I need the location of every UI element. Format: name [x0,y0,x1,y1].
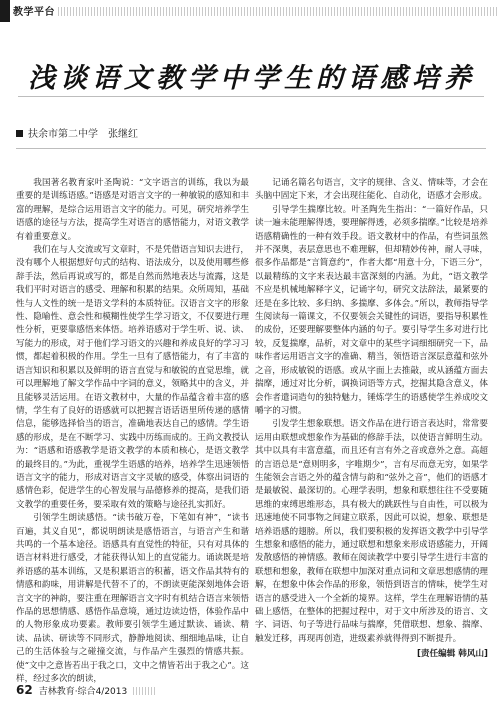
title-divider [18,96,484,97]
footer-decorative-stripes [133,687,155,695]
square-bullet-icon [16,130,23,137]
header-decorative-stripes [58,7,498,16]
author-text: 扶余市第二中学 张继红 [28,129,138,140]
paragraph: 我们在与人交流或写文章时，不是凭借语言知识去进行，没有哪个人根据想好句式的结构、语法成分，以及使用哪些修辞手法，然后再说或写的，都是自然而然地表达与流露，这是我们平时对语言的感受、理解和积累的结果。众所周知，基础性与人文性的统一是语文学科的本质特征。汉语言文字的形象性、隐喻性、意会性和模糊性使学生学习语文，不仅要进行理性分析，更要靠感悟来体悟。培养语感对于学生听、说、读、写能力的形成，对于他们学习语文的兴趣和养成良好的学习习惯，都起着积极的作用。学生一旦有了感悟能力，有了丰富的语言知识和积累以及鲜明的语言直觉与和敏锐的直觉思维，就可以理解地了解文学作品中字词的意义，领略其中的含义，并且能够灵活运用。在语文教材中，大量的作品蕴含着丰富的感情，学生有了良好的语感就可以把握言语话语里所传递的感情信息，能够选择恰当的语言，准确地表达自己的感情。学生语感的形成，是在不断学习、实践中历练而成的。王尚文教授认为：“语感和语感教学是语文教学的本质和核心，是语文教学的最终目的。”为此，重视学生语感的培养，培养学生迅速领悟语言文字的能力，形成对语言文字灵敏的感受，体察出词语的感情色彩，促进学生的心智发展与品德修养的提高，是我们语文教学的重要任务，要采取有效的策略与途径扎实抓好。 [16,245,249,510]
page-header [0,0,504,22]
page-number: 62 [16,683,33,697]
right-text-column [255,177,488,662]
header-black-tab [0,0,10,22]
paragraph: 引导学生揣摩比较。叶圣陶先生指出：“一篇好作品，只读一遍未能理解得透，要理解得透，必须多揣摩。”比较是培养语感精确性的一种有效手段。语文教材中的作品，有些词虽然并不深奥，表层意思也不难理解，但却精妙传神，耐人寻味，很多作品都是“言简意约”，作者大都“用意十分，下语三分”，以最精练的文字来表达最丰富深刻的内涵。为此，“语文教学不应是机械地解释字义，记诵字句，研究文法辞法，最紧要的还是在多比较、多归纳、多揣摩、多体会。”所以，教师指导学生阅读每一篇课文，不仅要领会关键性的词语，要指导积累性的成份，还要理解要整体内涵的句子。要引导学生多对进行比较，反复揣摩，品析，对文章中的某些字词细细研究一下，品味作者运用语言文字的准确、精当，领悟语言深层意蕴和弦外之音，形成敏锐的语感。或从字面上去推敲，或从涵蕴方面去揣摩，通过对比分析，调换词语等方式，挖掘其隐含意义，体会作者遣词造句的独特魅力，锤炼学生的语感使学生养成咬文嚼字的习惯。 [255,204,488,416]
section-label: 教学平台 [13,7,55,18]
byline-divider [16,148,486,149]
editor-credit: [责任编辑 韩风山] [416,649,488,660]
left-text-column [16,177,249,686]
journal-issue: 吉林教育·综合4/2013 [38,687,128,697]
article-title: 浅谈语文教学中学生的语感培养 [28,63,476,94]
paragraph: 引领学生朗读感悟。“读书破万卷，下笔如有神”，“读书百遍，其义自见”，都说明朗读是感悟语言，与语言产生和谐共鸣的一个基本途径。语感具有直觉性的特征，只有对具体的语言材料进行感受，才能获得认知上的直觉能力。诵读既是培养语感的基本训练，又是积累语言的积蓄，语文作品其特有的情感和韵味，用讲解是代替不了的，不朗读更能深刻地体会语言文字的神韵，要注重在理解语言文字时有机结合语言来领悟作品的思想情感、感悟作品意境，通过边读边悟，体验作品中的人物形象成功要素。教师要引领学生通过默读、诵读、精读、品读、研读等不同形式，静静地阅读、细细地品味，让自己的生活体验与之碰撞交流，与作品产生强烈的情感共振。使“文中之意皆若出于我之口，文中之情皆若出于我之心”。这样，经过多次的朗读， [16,513,249,685]
paragraph: 记诵名篇名句语言，文字的规律、含义、情味等，才会在头脑中固定下来，才会出现往能化、自动化，语感才会形成。 [255,178,488,202]
author-byline [16,125,138,140]
page-footer [16,683,155,697]
paragraph: 我国著名教育家叶圣陶说：“文字语言的训练，我以为最重要的是训练语感。”语感是对语言文字的一种敏锐的感知和丰富的理解，是综合运用语言文字的能力。可见，研究培养学生语感的途径与方法，提高学生对语言的感悟能力，对语文教学有着重要意义。 [16,178,249,242]
paragraph: 引发学生想象联想。语文作品在进行语言表达时，常常要运用由联想或想象作为基础的修辞手法，以使语言鲜明生动。其中以具有丰富意蕴，而且还有言有外之音或意外之意。高超的言语总是“意则明多，字唯期少”，言有尽而意无穷，如果学生能领会言语之外的蕴含情与韵和“弦外之音”，他们的语感才是最敏锐、最深切的。心理学表明，想象和联想往往不受要随思维的束缚思维形态，具有极大的跳跃性与自由性，可以极为迅速地使不同事物之间建立联系，因此可以说，想象、联想是培养语感的翅膀。所以，我们要积极的发挥语文教学中引导学生想象和感悟的能力，通过联想和想象来形成语感能力，开阔发散感悟的神情感。教师在阅读教学中要引导学生进行丰富的联想和想象，教师在联想中加深对重点词和文章思想感情的理解，在想象中体会作品的形象，领悟到语言的情味，使学生对语言的感受进入一个全新的境界。这样，学生在理解语情的基础上感悟，在整体的把握过程中，对于文中所涉及的语言、文字、词语、句子等进行品味与揣摩，凭借联想、想象、揣摩、触发迁移，再现再创造，进级素养就得得到不断提升。 [255,419,488,644]
